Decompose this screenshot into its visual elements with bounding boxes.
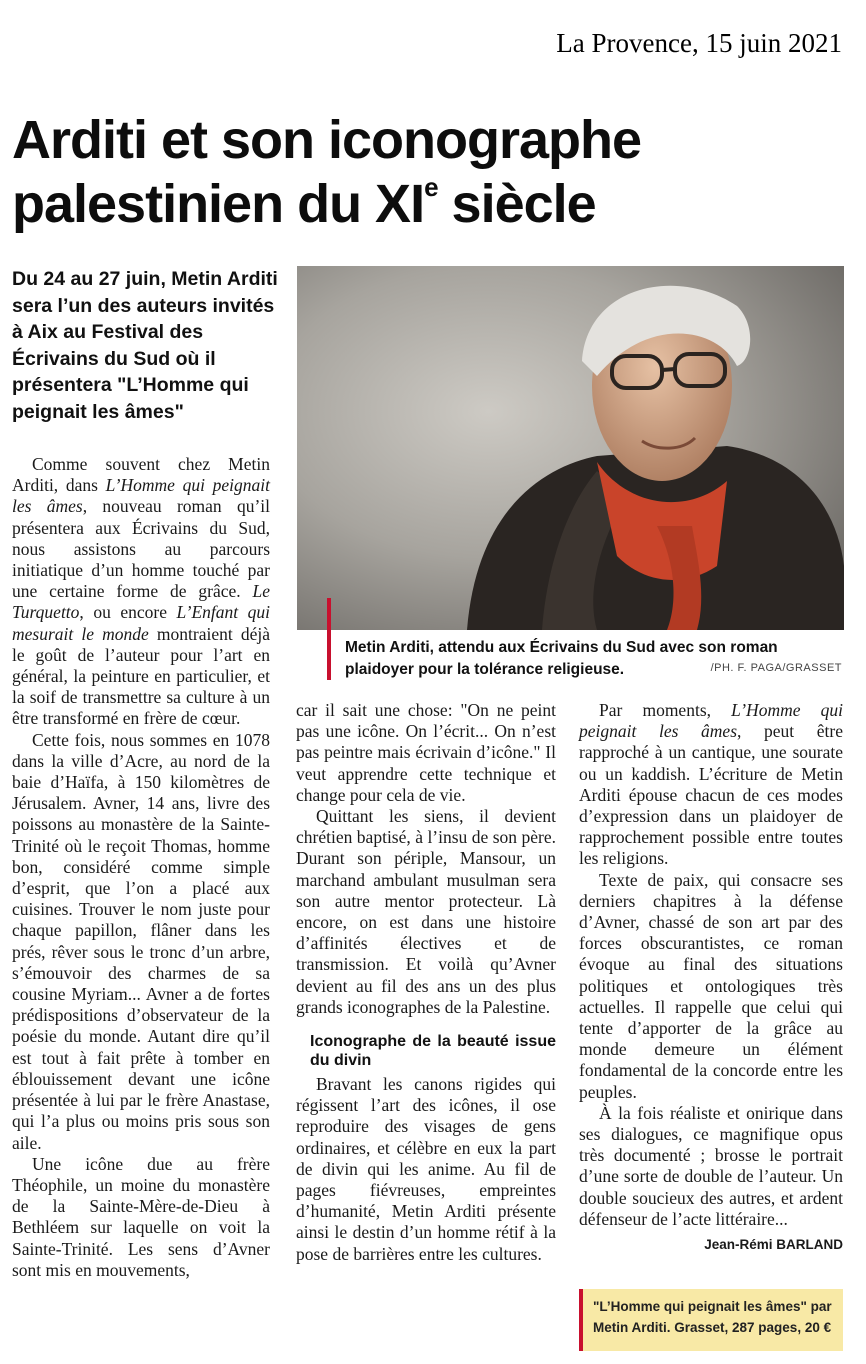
- text-run: , nouveau roman qu’il présentera aux Écrivains du Sud, nous assistons au parcours initiatique d’un homme touché par une certaine forme de grâce.: [12, 496, 271, 602]
- book-title-italic: L’Homme qui peignait les âmes: [579, 700, 843, 742]
- book-title-italic: Le Turquetto: [12, 581, 270, 623]
- paragraph-8: Texte de paix, qui consacre ses derniers chapitres à la défense d’Avner, chassé de son art par des forces obscurantistes, ce roman évoque au final des situations politiques et ontologiques très actuelles. Il rappelle que celui qui tente d’apporter de la grâce au monde demeure un élément fondamental de la concorde entre les peuples.: [579, 869, 843, 1102]
- book-info-box: [579, 1289, 843, 1351]
- paragraph-4: car il sait une chose: "On ne peint pas une icône. On l’écrit... On n’est pas peintre mais écrivain d’icône." Il veut apprendre cette technique et change pour cela de vie.: [296, 700, 556, 805]
- headline-line-2-post: siècle: [437, 174, 596, 234]
- book-info-line-2: Metin Arditi. Grasset, 287 pages, 20 €: [593, 1320, 832, 1335]
- article-lead: Du 24 au 27 juin, Metin Arditi sera l’un des auteurs invités à Aix au Festival des Écrivains du Sud où il présentera "L’Homme qui peignait les âmes": [12, 268, 278, 423]
- article-column-2: [296, 700, 556, 1265]
- paragraph-3: Une icône due au frère Théophile, un moine du monastère de la Sainte-Mère-de-Dieu à Bethléem sur laquelle on voit la Sainte-Trinité. Les sens d’Avner sont mis en mouvements,: [12, 1153, 270, 1280]
- book-title-italic: L’Enfant qui mesurait le monde: [12, 602, 270, 644]
- paragraph-5: Quittant les siens, il devient chrétien baptisé, à l’insu de son père. Durant son périple, Mansour, un marchand ambulant musulman sera son autre mentor protecteur. Là encore, on est dans une histoire d’affinités électives et de transmission. Et voilà qu’Avner devient au fil des ans un des plus grands iconographes de la Palestine.: [296, 806, 556, 1017]
- book-info-line-1: "L’Homme qui peignait les âmes" par: [593, 1299, 832, 1314]
- paragraph-2: Cette fois, nous sommes en 1078 dans la ville d’Acre, au nord de la baie d’Haïfa, à 150 kilomètres de Jérusalem. Avner, 14 ans, livre des poissons au monastère de la Sainte-Trinité où le reçoit Thomas, homme bon, considéré comme simple d’esprit, que l’on a placé aux cuisines. Trouver le nom juste pour chaque papillon, flâner dans les prés, rêver sous le tronc d’un arbre, s’émouvoir des charmes de sa cousine Myriam... Avner a de fortes prédispositions d’observateur de la poésie du monde. Autant dire qu’il est tout à fait prête à tomber en éblouissement devant une icône présentée à lui par le frère Anastase, qui l’a plus ou moins pris sous son aile.: [12, 729, 270, 1153]
- paragraph-6: Bravant les canons rigides qui régissent l’art des icônes, il ose reproduire des visages de gens ordinaires, et célèbre en eux la part de divin qui les anime. Au fil de pages fiévreuses, empreintes d’humanité, Metin Arditi présente ainsi le destin d’un homme rétif à la pose de barrières entre les cultures.: [296, 1074, 556, 1264]
- subheading: Iconographe de la beauté issue du divin: [310, 1033, 556, 1070]
- newspaper-source: La Provence, 15 juin 2021: [556, 28, 842, 58]
- paragraph-1: [12, 454, 270, 730]
- author-signature: Jean-Rémi BARLAND: [704, 1237, 843, 1253]
- text-run: montraient déjà le goût de l’auteur pour l’art en général, la peinture en particulier, et la soif de transmettre sa culture à un être transformé en frère de cœur.: [12, 623, 270, 729]
- headline-line-1: Arditi et son iconographe: [12, 110, 642, 170]
- author-photo: [297, 266, 844, 630]
- article-headline: [12, 108, 852, 236]
- paragraph-9: À la fois réaliste et onirique dans ses dialogues, ce magnifique opus très documenté ; brosse le portrait d’une sorte de double de l’auteur. Un double soucieux des autres, et ardent défenseur de l’acte littéraire...: [579, 1102, 843, 1229]
- text-run: Comme souvent chez Metin Arditi, dans: [12, 454, 270, 496]
- book-title-italic: L’Homme qui peignait les âmes: [12, 475, 270, 517]
- article-column-1: [12, 454, 270, 1281]
- headline-line-2: [12, 172, 852, 236]
- photo-credit: /PH. F. PAGA/GRASSET: [710, 662, 842, 674]
- portrait-illustration: [297, 266, 844, 630]
- text-run: , ou encore: [79, 602, 177, 623]
- headline-line-2-pre: palestinien du XI: [12, 174, 425, 234]
- text-run: Par moments,: [599, 700, 732, 720]
- photo-caption: Metin Arditi, attendu aux Écrivains du Sud avec son roman plaidoyer pour la tolérance religieuse.: [345, 639, 778, 678]
- caption-accent-bar: [327, 598, 331, 680]
- article-column-3: [579, 700, 843, 1255]
- headline-superscript: e: [424, 172, 438, 202]
- text-run: , peut être rapproché à un cantique, une sourate ou un kaddish. L’écriture de Metin Arditi épouse chacun de ces modes d’expression dans un plaidoyer de rapprochement possible entre toutes les religions.: [579, 721, 843, 869]
- paragraph-7: [579, 700, 843, 870]
